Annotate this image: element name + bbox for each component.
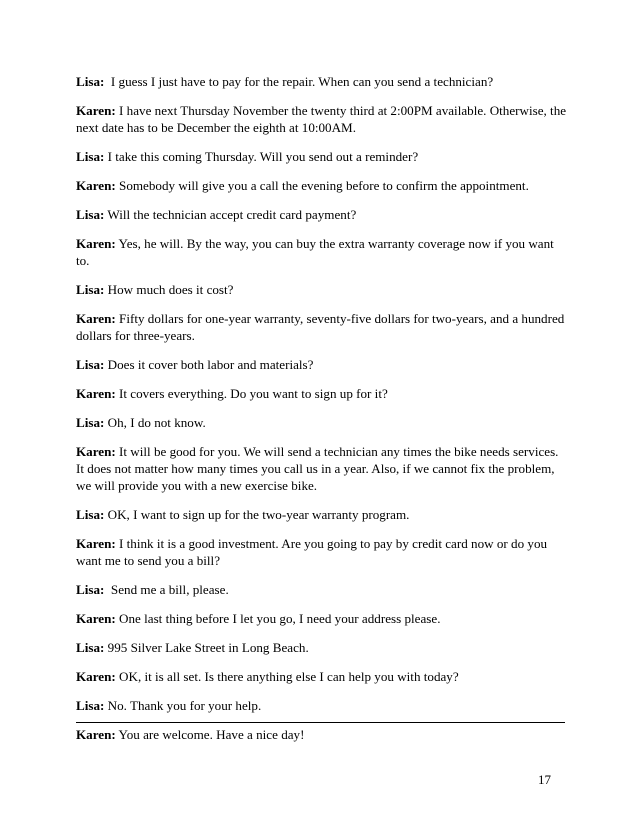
speaker-name: Karen: <box>76 178 116 193</box>
dialogue-line <box>76 281 568 298</box>
footer-divider <box>76 722 565 723</box>
utterance-text: Does it cover both labor and materials? <box>104 357 314 372</box>
utterance-text: I take this coming Thursday. Will you send out a reminder? <box>104 149 419 164</box>
speaker-name: Karen: <box>76 103 116 118</box>
utterance-text: Somebody will give you a call the evening before to confirm the appointment. <box>115 178 529 193</box>
page-number: 17 <box>538 772 551 787</box>
utterance-text: No. Thank you for your help. <box>104 698 262 713</box>
speaker-name: Karen: <box>76 727 116 742</box>
speaker-name: Karen: <box>76 236 116 251</box>
speaker-name: Lisa: <box>76 582 105 597</box>
speaker-name: Lisa: <box>76 698 105 713</box>
speaker-name: Karen: <box>76 311 116 326</box>
dialogue-line <box>76 102 568 136</box>
utterance-text: Will the technician accept credit card payment? <box>104 207 357 222</box>
dialogue-line <box>76 726 568 743</box>
speaker-name: Karen: <box>76 669 116 684</box>
speaker-name: Lisa: <box>76 357 105 372</box>
dialogue-line <box>76 73 568 90</box>
dialogue-line <box>76 668 568 685</box>
utterance-text: How much does it cost? <box>104 282 234 297</box>
utterance-text: Yes, he will. By the way, you can buy the extra warranty coverage now if you want to. <box>76 236 558 268</box>
dialogue-line <box>76 443 568 494</box>
utterance-text: Fifty dollars for one-year warranty, seventy-five dollars for two-years, and a hundred dollars for three-years. <box>76 311 568 343</box>
speaker-name: Lisa: <box>76 207 105 222</box>
utterance-text: You are welcome. Have a nice day! <box>115 727 305 742</box>
dialogue-line <box>76 610 568 627</box>
dialogue-line <box>76 414 568 431</box>
speaker-name: Lisa: <box>76 640 105 655</box>
speaker-name: Karen: <box>76 444 116 459</box>
dialogue-list <box>76 73 568 755</box>
dialogue-line <box>76 506 568 523</box>
speaker-name: Lisa: <box>76 74 105 89</box>
dialogue-line <box>76 697 568 714</box>
speaker-name: Karen: <box>76 536 116 551</box>
speaker-name: Lisa: <box>76 415 105 430</box>
dialogue-line <box>76 581 568 598</box>
speaker-name: Karen: <box>76 386 116 401</box>
dialogue-line <box>76 148 568 165</box>
utterance-text: 995 Silver Lake Street in Long Beach. <box>104 640 309 655</box>
utterance-text: Oh, I do not know. <box>104 415 206 430</box>
utterance-text: It will be good for you. We will send a technician any times the bike needs services. It does not matter how many times you call us in a year. Also, if we cannot fix the problem, we will provide you with a new exercise bike. <box>76 444 562 493</box>
utterance-text: OK, it is all set. Is there anything else I can help you with today? <box>115 669 459 684</box>
dialogue-line <box>76 535 568 569</box>
dialogue-line <box>76 639 568 656</box>
dialogue-line <box>76 385 568 402</box>
speaker-name: Lisa: <box>76 282 105 297</box>
utterance-text: OK, I want to sign up for the two-year warranty program. <box>104 507 410 522</box>
utterance-text: Send me a bill, please. <box>104 582 229 597</box>
utterance-text: It covers everything. Do you want to sign up for it? <box>115 386 388 401</box>
dialogue-line <box>76 235 568 269</box>
utterance-text: I guess I just have to pay for the repair. When can you send a technician? <box>104 74 494 89</box>
dialogue-line <box>76 310 568 344</box>
dialogue-line <box>76 177 568 194</box>
speaker-name: Lisa: <box>76 149 105 164</box>
speaker-name: Lisa: <box>76 507 105 522</box>
speaker-name: Karen: <box>76 611 116 626</box>
dialogue-line <box>76 206 568 223</box>
utterance-text: I have next Thursday November the twenty third at 2:00PM available. Otherwise, the next date has to be December the eighth at 10:00AM. <box>76 103 570 135</box>
utterance-text: I think it is a good investment. Are you going to pay by credit card now or do you want me to send you a bill? <box>76 536 551 568</box>
dialogue-line <box>76 356 568 373</box>
utterance-text: One last thing before I let you go, I need your address please. <box>115 611 441 626</box>
